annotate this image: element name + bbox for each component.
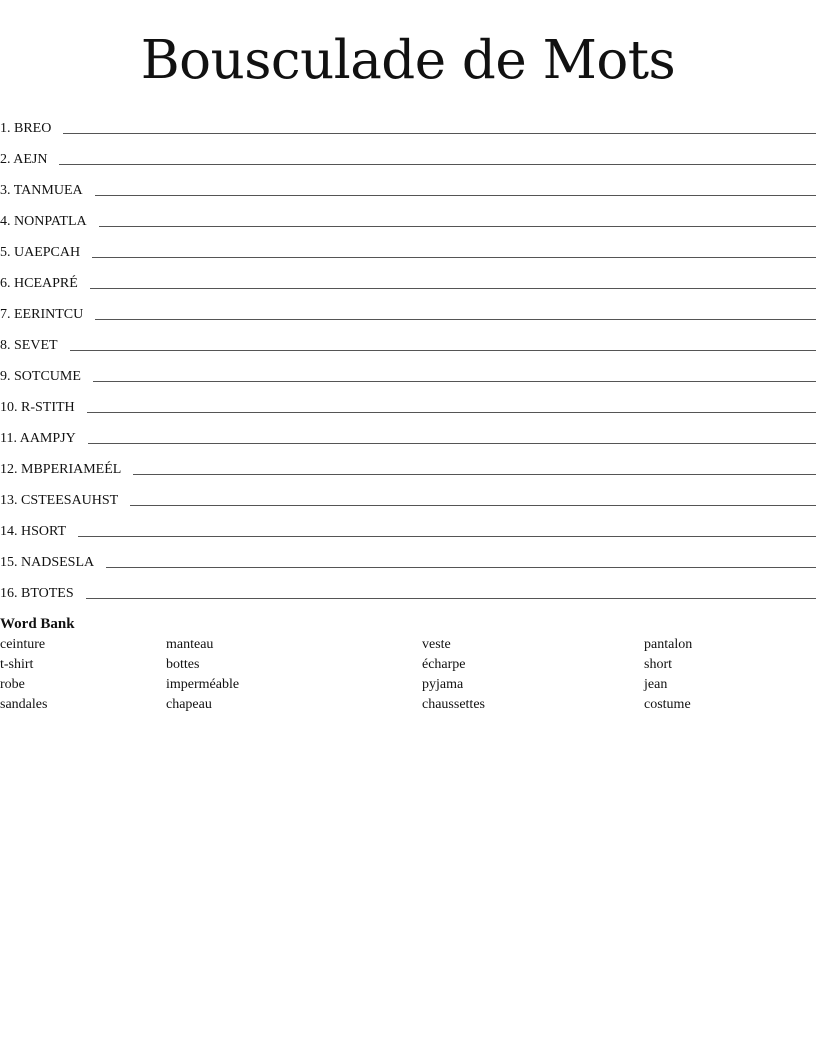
answer-line[interactable] [95,195,816,196]
puzzle-row [0,232,816,263]
answer-line[interactable] [90,288,816,289]
puzzle-row [0,418,816,449]
word-bank-title: Word Bank [0,616,75,632]
puzzle-row [0,108,816,139]
puzzle-row [0,139,816,170]
word-bank-item: short [644,657,672,672]
word-bank-item: t-shirt [0,657,34,672]
answer-line[interactable] [78,536,816,537]
scrambled-word: 1. BREO [0,121,52,136]
scrambled-word: 2. AEJN [0,152,48,167]
answer-line[interactable] [88,443,816,444]
puzzle-row [0,542,816,573]
word-bank-item: costume [644,697,691,712]
word-bank-item: chapeau [166,697,212,712]
scrambled-word: 15. NADSESLA [0,555,95,570]
answer-line[interactable] [95,319,816,320]
word-bank-item: jean [644,677,668,692]
word-bank-grid [0,635,816,715]
scrambled-word: 11. AAMPJY [0,431,76,446]
scrambled-word: 3. TANMUEA [0,183,83,198]
answer-line[interactable] [87,412,816,413]
answer-line[interactable] [99,226,816,227]
puzzle-row [0,573,816,604]
puzzle-row [0,511,816,542]
scrambled-word: 8. SEVET [0,338,58,353]
scrambled-word: 16. BTOTES [0,586,74,601]
answer-line[interactable] [86,598,816,599]
scrambled-word: 5. UAEPCAH [0,245,81,260]
answer-line[interactable] [130,505,816,506]
puzzle-row [0,263,816,294]
puzzle-row [0,449,816,480]
answer-line[interactable] [133,474,816,475]
page-title: Bousculade de Mots [140,30,676,91]
word-bank-item: robe [0,677,25,692]
puzzle-list [0,108,816,604]
word-bank-item: chaussettes [422,697,485,712]
scrambled-word: 12. MBPERIAMEÉL [0,462,122,477]
word-bank-item: manteau [166,637,214,652]
puzzle-row [0,294,816,325]
scrambled-word: 13. CSTEESAUHST [0,493,119,508]
answer-line[interactable] [63,133,816,134]
word-bank-item: veste [422,637,451,652]
puzzle-row [0,201,816,232]
scrambled-word: 9. SOTCUME [0,369,81,384]
scrambled-word: 14. HSORT [0,524,67,539]
answer-line[interactable] [59,164,816,165]
puzzle-row [0,170,816,201]
word-bank-item: sandales [0,697,48,712]
answer-line[interactable] [70,350,816,351]
word-bank-item: pyjama [422,677,464,692]
answer-line[interactable] [92,257,816,258]
word-bank-item: pantalon [644,637,693,652]
puzzle-row [0,325,816,356]
scrambled-word: 7. EERINTCU [0,307,84,322]
word-bank-item: bottes [166,657,200,672]
word-bank [0,614,816,715]
scrambled-word: 6. HCEAPRÉ [0,276,78,291]
puzzle-row [0,387,816,418]
scrambled-word: 10. R-STITH [0,400,75,415]
word-bank-item: écharpe [422,657,466,672]
word-bank-item: ceinture [0,637,46,652]
puzzle-row [0,356,816,387]
answer-line[interactable] [106,567,816,568]
puzzle-row [0,480,816,511]
answer-line[interactable] [93,381,816,382]
word-bank-item: imperméable [166,677,240,692]
scrambled-word: 4. NONPATLA [0,214,87,229]
